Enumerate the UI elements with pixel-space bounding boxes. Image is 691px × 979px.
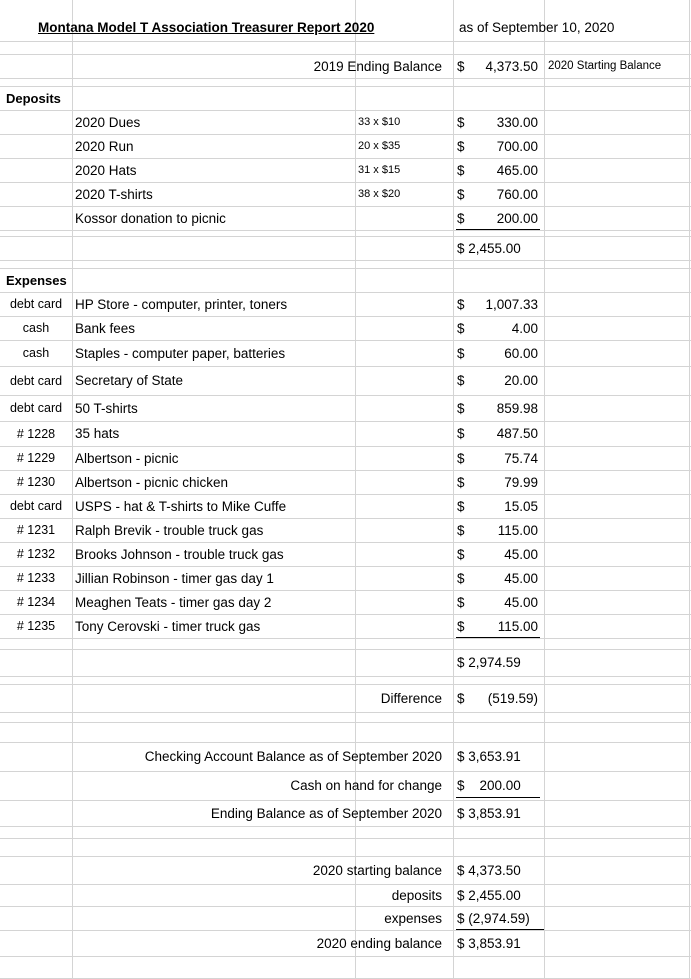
expenses-total: $ 2,974.59	[457, 655, 521, 670]
expenses-underline	[456, 637, 540, 638]
expense-amount: 45.00	[504, 570, 538, 586]
expenses-heading: Expenses	[6, 272, 67, 288]
deposits-heading: Deposits	[6, 90, 61, 106]
grid-row-line	[0, 676, 691, 677]
expense-row	[0, 421, 691, 446]
expense-row	[0, 292, 691, 316]
prior-balance-value: 4,373.50	[485, 58, 538, 74]
expense-description: Albertson - picnic chicken	[75, 474, 229, 490]
expense-description: Staples - computer paper, batteries	[75, 345, 286, 361]
expense-amount: 45.00	[504, 546, 538, 562]
expense-description: Meaghen Teats - timer gas day 2	[75, 594, 272, 610]
expense-row	[0, 494, 691, 518]
payment-method: debt card	[9, 401, 63, 415]
deposit-detail: 33 x $10	[358, 116, 401, 128]
deposits-total: $ 2,455.00	[457, 240, 521, 256]
payment-method: cash	[22, 346, 50, 360]
summary-row	[0, 856, 691, 884]
grid-row-line	[0, 638, 691, 639]
deposits-underline	[456, 229, 540, 230]
payment-method: # 1231	[16, 523, 56, 537]
payment-method: cash	[22, 321, 50, 335]
balance-row	[0, 800, 691, 826]
deposit-description: 2020 Hats	[75, 162, 137, 178]
payment-method: # 1234	[16, 595, 56, 609]
expense-amount: 15.05	[504, 498, 538, 514]
expense-row	[0, 590, 691, 614]
payment-method: debt card	[9, 499, 63, 513]
cash-on-hand-value: $ 200.00	[457, 778, 521, 793]
grid-row-line	[0, 230, 691, 231]
summary-ending-value: $ 3,853.91	[457, 935, 521, 951]
expense-row	[0, 340, 691, 366]
expense-description: Albertson - picnic	[75, 450, 179, 466]
currency-symbol: $	[457, 570, 465, 586]
currency-symbol: $	[457, 114, 465, 130]
summary-starting-value: $ 4,373.50	[457, 862, 521, 878]
summary-expenses-label: expenses	[384, 910, 442, 926]
expense-description: HP Store - computer, printer, toners	[75, 296, 288, 312]
deposit-row	[0, 134, 691, 158]
grid-row-line	[0, 956, 691, 957]
grid-row-line	[0, 826, 691, 827]
summary-ending-label: 2020 ending balance	[316, 935, 442, 951]
deposit-amount: 465.00	[496, 162, 538, 178]
difference-label: Difference	[380, 690, 442, 706]
deposits-total-row	[0, 236, 691, 260]
expense-description: Brooks Johnson - trouble truck gas	[75, 546, 284, 562]
expense-amount: 115.00	[497, 522, 538, 538]
expense-description: 35 hats	[75, 426, 120, 441]
report-title: Montana Model T Association Treasurer Report 2020	[38, 20, 375, 35]
deposit-description: 2020 Run	[75, 138, 134, 154]
balance-row	[0, 771, 691, 800]
currency-symbol: $	[457, 186, 465, 202]
expenses-heading-row	[0, 268, 691, 292]
currency-symbol: $	[457, 594, 465, 610]
expense-amount: 487.50	[496, 426, 538, 441]
currency-symbol: $	[457, 296, 465, 312]
expense-row	[0, 366, 691, 395]
currency-symbol: $	[457, 546, 465, 562]
currency-symbol: $	[457, 690, 465, 706]
summary-expenses-value: $ (2,974.59)	[457, 910, 530, 926]
report-date: as of September 10, 2020	[459, 20, 615, 35]
deposit-detail: 31 x $15	[358, 164, 401, 176]
currency-symbol: $	[457, 618, 465, 634]
ending-balance-label: Ending Balance as of September 2020	[210, 805, 442, 821]
payment-method: # 1229	[16, 451, 56, 465]
expense-amount: 20.00	[504, 373, 538, 388]
checking-balance-label: Checking Account Balance as of September 2020	[144, 749, 442, 764]
deposit-row	[0, 182, 691, 206]
payment-method: # 1233	[16, 571, 56, 585]
checking-balance-value: $ 3,653.91	[457, 749, 521, 764]
expense-row	[0, 316, 691, 340]
deposit-amount: 200.00	[496, 210, 538, 226]
prior-balance-label: 2019 Ending Balance	[313, 58, 442, 74]
payment-method: # 1232	[16, 547, 56, 561]
expense-description: Tony Cerovski - timer truck gas	[75, 618, 261, 634]
deposits-heading-row	[0, 86, 691, 110]
ending-balance-value: $ 3,853.91	[457, 805, 521, 821]
currency-symbol: $	[457, 210, 465, 226]
expense-row	[0, 542, 691, 566]
currency-symbol: $	[457, 426, 465, 441]
payment-method: debt card	[9, 373, 63, 388]
payment-method: # 1228	[16, 426, 56, 441]
deposit-detail: 38 x $20	[358, 188, 401, 200]
difference-amount: (519.59)	[487, 690, 538, 706]
expense-description: Ralph Brevik - trouble truck gas	[75, 522, 264, 538]
balance-row	[0, 742, 691, 771]
expenses-total-row	[0, 649, 691, 676]
currency-symbol: $	[457, 498, 465, 514]
expense-amount: 45.00	[504, 594, 538, 610]
prior-balance-note: 2020 Starting Balance	[548, 60, 662, 72]
grid-row-line	[0, 260, 691, 261]
summary-row	[0, 884, 691, 906]
deposit-amount: 700.00	[496, 138, 538, 154]
summary-deposits-label: deposits	[391, 887, 442, 903]
deposit-row	[0, 206, 691, 230]
summary-row	[0, 930, 691, 956]
deposit-amount: 760.00	[496, 186, 538, 202]
summary-starting-label: 2020 starting balance	[312, 862, 442, 878]
expense-row	[0, 518, 691, 542]
deposit-description: 2020 Dues	[75, 114, 141, 130]
expense-amount: 75.74	[504, 450, 538, 466]
currency-symbol: $	[457, 345, 465, 361]
expense-amount: 859.98	[496, 400, 538, 416]
currency-symbol: $	[457, 373, 465, 388]
deposit-row	[0, 158, 691, 182]
expense-description: 50 T-shirts	[75, 400, 138, 416]
summary-row	[0, 906, 691, 930]
grid-row-line	[0, 838, 691, 839]
expense-amount: 60.00	[504, 345, 538, 361]
currency-symbol: $	[457, 522, 465, 538]
expense-amount: 1,007.33	[485, 296, 538, 312]
expense-row	[0, 446, 691, 470]
grid-row-line	[0, 722, 691, 723]
grid-row-line	[0, 712, 691, 713]
summary-deposits-value: $ 2,455.00	[457, 887, 521, 903]
balance-underline	[456, 797, 540, 798]
payment-method: # 1230	[16, 475, 56, 489]
title-row	[0, 14, 691, 41]
deposit-description: 2020 T-shirts	[75, 186, 153, 202]
payment-method: # 1235	[16, 619, 56, 633]
currency-symbol: $	[457, 474, 465, 490]
expense-row	[0, 614, 691, 638]
currency-symbol: $	[457, 138, 465, 154]
expense-description: Bank fees	[75, 320, 136, 336]
currency-symbol: $	[457, 450, 465, 466]
expense-description: Jillian Robinson - timer gas day 1	[75, 570, 274, 586]
deposit-row	[0, 110, 691, 134]
expense-amount: 79.99	[504, 474, 538, 490]
prior-balance-row	[0, 54, 691, 78]
payment-method: debt card	[9, 297, 63, 311]
currency-symbol: $	[457, 320, 465, 336]
expense-row	[0, 566, 691, 590]
deposit-detail: 20 x $35	[358, 140, 401, 152]
currency-symbol: $	[457, 162, 465, 178]
expense-row	[0, 395, 691, 421]
expense-amount: 115.00	[497, 618, 538, 634]
expense-description: Secretary of State	[75, 373, 184, 388]
expense-description: USPS - hat & T-shirts to Mike Cuffe	[75, 498, 287, 514]
deposit-description: Kossor donation to picnic	[75, 210, 226, 226]
deposit-amount: 330.00	[496, 114, 538, 130]
expense-amount: 4.00	[511, 320, 538, 336]
grid-row-line	[0, 41, 691, 42]
currency-symbol: $	[457, 400, 465, 416]
cash-on-hand-label: Cash on hand for change	[290, 778, 442, 793]
difference-row	[0, 684, 691, 712]
currency-symbol: $	[457, 58, 465, 74]
grid-row-line	[0, 78, 691, 79]
expense-row	[0, 470, 691, 494]
